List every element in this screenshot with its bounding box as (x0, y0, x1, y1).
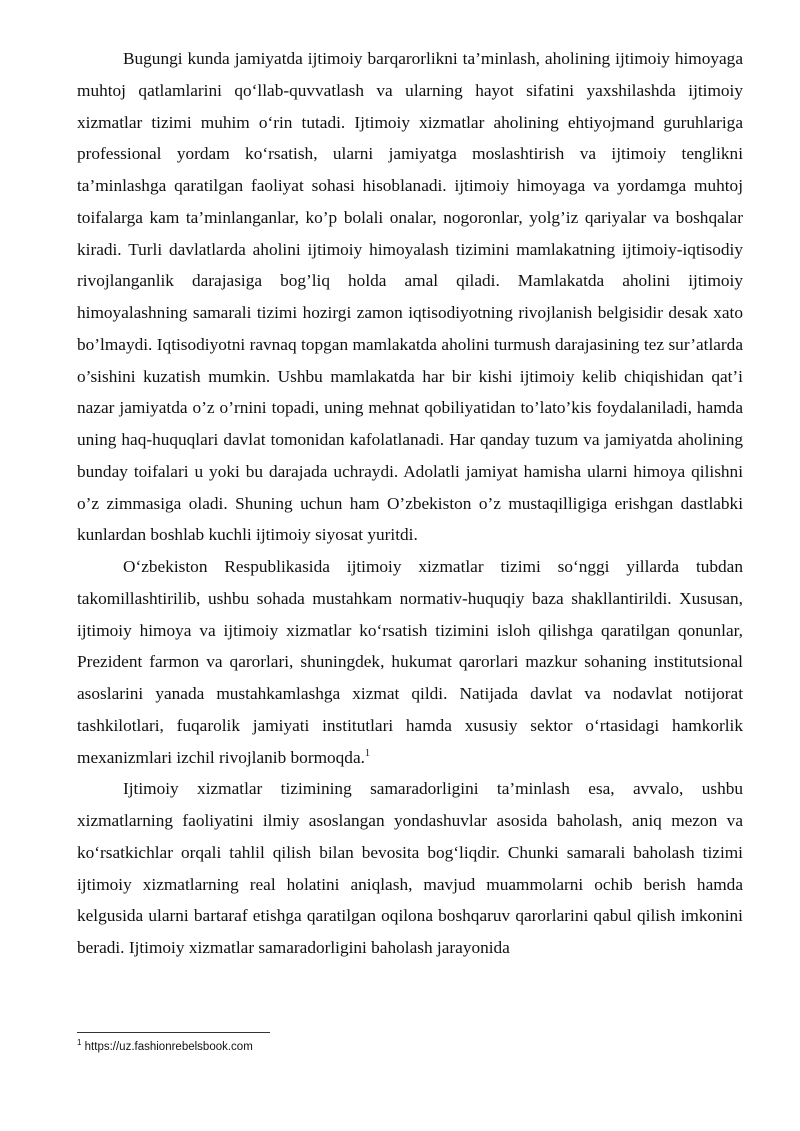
footnote-reference[interactable]: 1 (364, 747, 370, 759)
footnote-link[interactable]: https://uz.fashionrebelsbook.com (84, 1040, 253, 1053)
paragraph-2 (77, 551, 743, 773)
footnote-number: 1 (77, 1038, 82, 1047)
footnote-separator (77, 1032, 270, 1033)
paragraph-2-text: O‘zbekiston Respublikasida ijtimoiy xizmatlar tizimi so‘nggi yillarda tubdan takomillashtirilib, ushbu sohada mustahkam normativ-huquqiy baza shakllantirildi. Xususan, ijtimoiy himoya va ijtimoiy xizmatlar ko‘rsatish tizimini isloh qilishga qaratilgan qonunlar, Prezident farmon va qarorlari, shuningdek, hukumat qarorlari mazkur sohaning institutsional asoslarini yanada mustahkamlashga xizmat qildi. Natijada davlat va nodavlat notijorat tashkilotlari, fuqarolik jamiyati institutlari hamda xususiy sektor o‘rtasidagi hamkorlik mexanizmlari izchil rivojlanib bormoqda. (77, 557, 743, 767)
body-text (77, 43, 743, 964)
footnote (77, 1038, 253, 1053)
paragraph-1: Bugungi kunda jamiyatda ijtimoiy barqarorlikni ta’minlash, aholining ijtimoiy himoyaga muhtoj qatlamlarini qo‘llab-quvvatlash va ularning hayot sifatini yaxshilashda ijtimoiy xizmatlar tizimi muhim o‘rin tutadi. Ijtimoiy xizmatlar aholining ehtiyojmand guruhlariga professional yordam ko‘rsatish, ularni jamiyatga moslashtirish va ijtimoiy tenglikni ta’minlashga qaratilgan faoliyat sohasi hisoblanadi. ijtimoiy himoyaga va yordamga muhtoj toifalarga kam ta’minlanganlar, ko’p bolali onalar, nogoronlar, yolg’iz qariyalar va boshqalar kiradi. Turli davlatlarda aholini ijtimoiy himoyalash tizimini mamlakatning ijtimoiy-iqtisodiy rivojlanganlik darajasiga bog’liq holda amal qiladi. Mamlakatda aholini ijtimoiy himoyalashning samarali tizimi hozirgi zamon iqtisodiyotning rivojlanish belgisidir desak xato bo’lmaydi. Iqtisodiyotni ravnaq topgan mamlakatda aholini turmush darajasining tez sur’atlarda o’sishini kuzatish mumkin. Ushbu mamlakatda har bir kishi ijtimoiy kelib chiqishidan qat’i nazar jamiyatda o’z o’rnini topadi, uning mehnat qobiliyatidan to’lato’kis foydalaniladi, hamda uning haq-huquqlari davlat tomonidan kafolatlanadi. Har qanday tuzum va jamiyatda aholining bunday toifalari u yoki bu darajada uchraydi. Adolatli jamiyat hamisha ularni himoya qilishni o’z zimmasiga oladi. Shuning uchun ham O’zbekiston o’z mustaqilligiga erishgan dastlabki kunlardan boshlab kuchli ijtimoiy siyosat yuritdi. (77, 49, 743, 545)
paragraph-3: Ijtimoiy xizmatlar tizimining samaradorligini ta’minlash esa, avvalo, ushbu xizmatlarning faoliyatini ilmiy asoslangan yondashuvlar asosida baholash, aniq mezon va ko‘rsatkichlar orqali tahlil qilish bilan bevosita bog‘liqdir. Chunki samarali baholash tizimi ijtimoiy xizmatlarning real holatini aniqlash, mavjud muammolarni ochib berish hamda kelgusida ularni bartaraf etishga qaratilgan oqilona boshqaruv qarorlarini qabul qilish imkonini beradi. Ijtimoiy xizmatlar samaradorligini baholash jarayonida (77, 779, 743, 957)
